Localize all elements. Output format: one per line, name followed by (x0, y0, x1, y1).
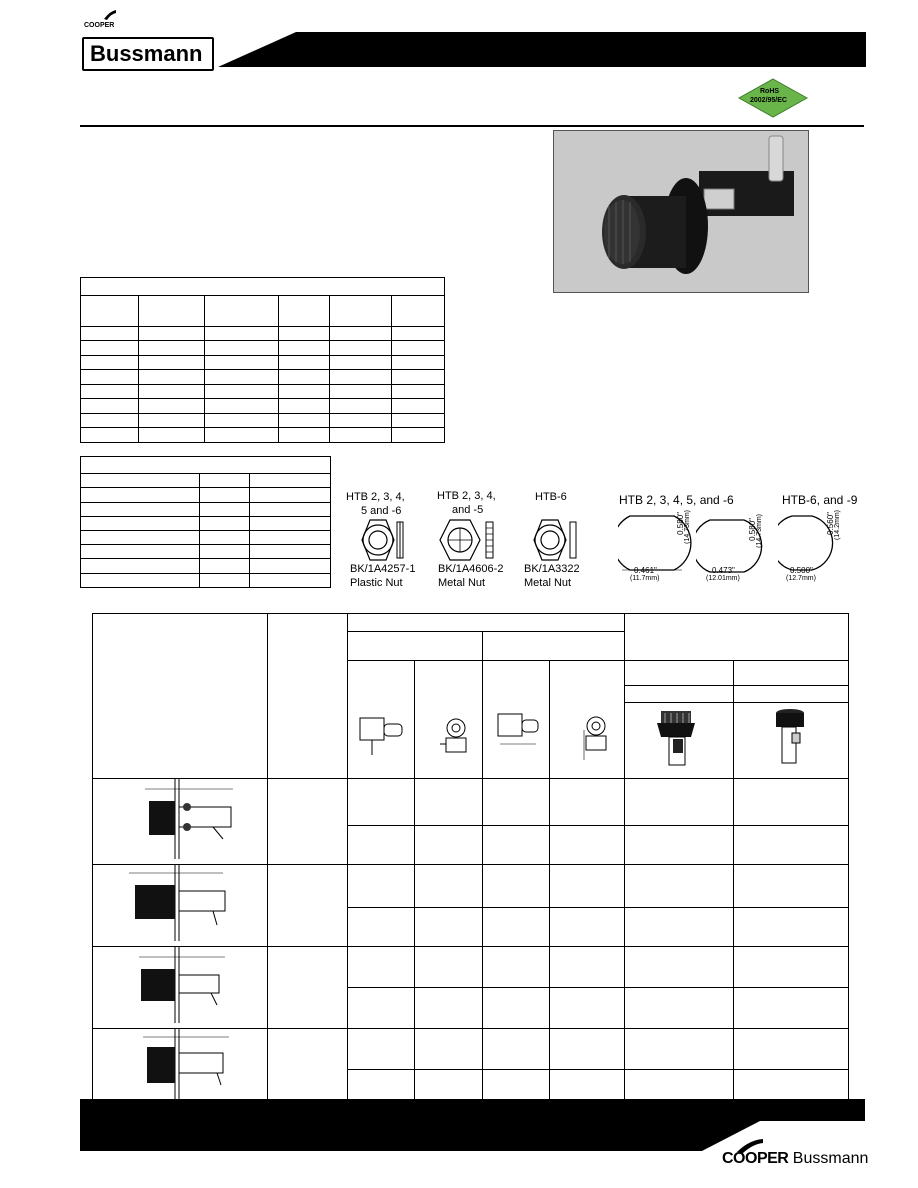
header-rule (80, 125, 864, 127)
cutout-2-height-mm: (14.73mm) (756, 514, 763, 548)
nut-2-heading-2: and -5 (452, 504, 484, 516)
cutout-1-width-mm: (11.7mm) (630, 575, 660, 582)
ratings-table-title (81, 278, 445, 296)
rohs-text-2: 2002/95/EC (750, 97, 787, 104)
holder-drawing-3 (93, 947, 268, 1029)
nut-2-part: BK/1A4606-2 (438, 563, 504, 575)
holder-drawing-1 (93, 779, 268, 865)
nut-3-part: BK/1A3322 (524, 563, 580, 575)
nut-1-heading-2: 5 and -6 (361, 505, 402, 517)
catalog-header-terminals (348, 614, 625, 632)
fuse-holder-image (554, 131, 808, 292)
header-band (218, 32, 866, 68)
rohs-text-1: RoHS (760, 88, 780, 95)
catalog-header-knob (625, 614, 849, 661)
cutout-3-height-mm: (14.2mm) (834, 510, 841, 540)
knob-drawing-cell-1 (625, 703, 734, 779)
cutout-1-height: 0.580" (676, 512, 685, 535)
brand-small: COOPER (84, 22, 115, 29)
nut-1-part: BK/1A4257-1 (350, 563, 416, 575)
plastic-nut-drawing (350, 518, 410, 562)
footer-brand-cooper: COOPER (722, 1150, 789, 1167)
footer-brand (722, 1150, 868, 1168)
cutout-heading-left: HTB 2, 3, 4, 5, and -6 (619, 493, 734, 507)
nut-3-heading: HTB-6 (535, 491, 567, 503)
catalog-table (92, 613, 849, 1111)
footer-brand-bussmann: Bussmann (792, 1150, 869, 1167)
footer-band-notch (700, 1121, 866, 1152)
cutout-2-width-mm: (12.01mm) (706, 575, 740, 582)
nut-2-heading: HTB 2, 3, 4, (437, 490, 496, 502)
panel-mount-holder-2-icon (93, 865, 265, 941)
panel-mount-holder-4-icon (93, 1029, 265, 1105)
nut-3-desc: Metal Nut (524, 577, 572, 589)
catalog-header-rating (268, 614, 348, 779)
knob-drawing-cell-2 (734, 703, 849, 779)
terminal-straight-2-icon (486, 710, 546, 765)
cutout-3-width: 0.500" (790, 566, 813, 575)
terminal-right-angle-2-icon (556, 710, 616, 765)
cutout-1-width: 0.461" (634, 566, 657, 575)
cutout-2-height: 0.580" (748, 518, 757, 541)
holder-drawing-2 (93, 865, 268, 947)
panel-mount-holder-1-icon (93, 779, 265, 859)
cutout-2-width: 0.473" (712, 566, 735, 575)
metal-nut-6-drawing (522, 518, 582, 562)
cutout-3-height: 0.560" (826, 512, 835, 535)
ratings-table (80, 277, 445, 443)
cutout-heading-right: HTB-6, and -9 (782, 493, 858, 507)
specs-table-title (81, 457, 331, 474)
cooper-logo-mark-icon (103, 9, 117, 21)
metal-nut-drawing (436, 518, 502, 562)
cutout-1-height-mm: (14.73mm) (684, 510, 691, 544)
knob-style-b-icon (734, 703, 846, 773)
brand-name: Bussmann (90, 41, 203, 66)
terminal-straight-1-icon (352, 710, 412, 765)
panel-mount-holder-3-icon (93, 947, 265, 1023)
product-photo (553, 130, 809, 293)
brand-logo (82, 37, 214, 71)
knob-style-a-icon (625, 703, 731, 773)
catalog-header-description (93, 614, 268, 779)
nut-1-desc: Plastic Nut (350, 577, 403, 589)
cutout-3-width-mm: (12.7mm) (786, 575, 816, 582)
terminal-right-angle-1-icon (418, 710, 478, 765)
specs-table (80, 456, 331, 588)
nut-1-heading: HTB 2, 3, 4, (346, 491, 405, 503)
nut-2-desc: Metal Nut (438, 577, 486, 589)
